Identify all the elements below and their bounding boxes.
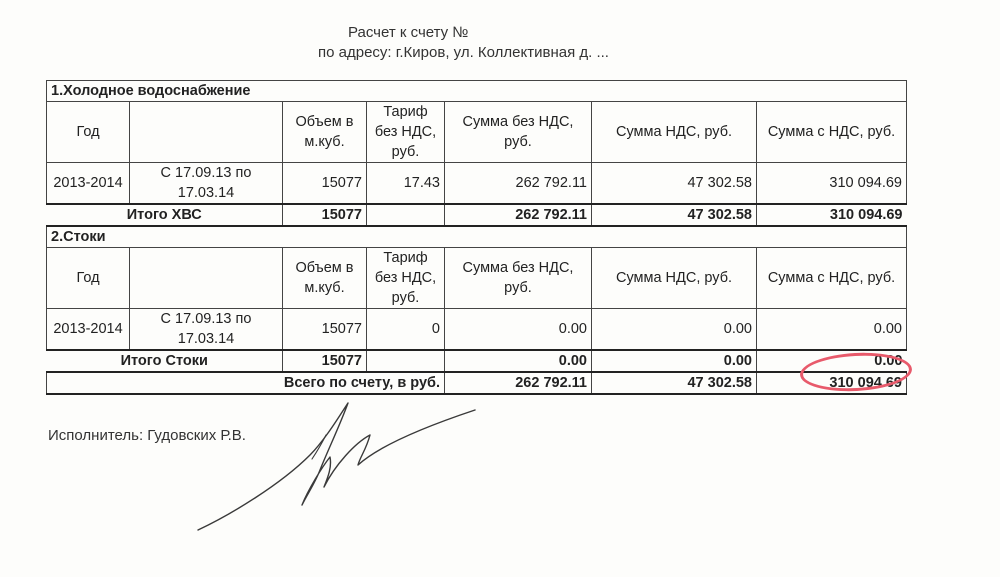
total-row-cold-water bbox=[47, 204, 907, 226]
col-period bbox=[130, 102, 283, 163]
total-sum-no-vat: 0.00 bbox=[445, 350, 592, 372]
total-label: Итого ХВС bbox=[47, 204, 283, 226]
cell-sum-no-vat: 262 792.11 bbox=[445, 163, 592, 205]
section-title-cold-water: 1.Холодное водоснабжение bbox=[47, 81, 907, 102]
col-sum-no-vat: Сумма без НДС, руб. bbox=[445, 248, 592, 309]
col-period bbox=[130, 248, 283, 309]
cell-year: 2013-2014 bbox=[47, 309, 130, 351]
cell-vat: 47 302.58 bbox=[592, 163, 757, 205]
grand-total-sum-no-vat: 262 792.11 bbox=[445, 372, 592, 394]
cell-year: 2013-2014 bbox=[47, 163, 130, 205]
col-vat: Сумма НДС, руб. bbox=[592, 248, 757, 309]
col-volume: Объем в м.куб. bbox=[283, 102, 367, 163]
grand-total-vat: 47 302.58 bbox=[592, 372, 757, 394]
total-vat: 47 302.58 bbox=[592, 204, 757, 226]
total-sum-no-vat: 262 792.11 bbox=[445, 204, 592, 226]
cell-sum-vat: 0.00 bbox=[757, 309, 907, 351]
executor-line: Исполнитель: Гудовских Р.В. bbox=[48, 427, 246, 444]
col-year: Год bbox=[47, 102, 130, 163]
total-volume: 15077 bbox=[283, 204, 367, 226]
col-sum-vat: Сумма с НДС, руб. bbox=[757, 248, 907, 309]
cell-vat: 0.00 bbox=[592, 309, 757, 351]
total-sum-vat: 310 094.69 bbox=[757, 204, 907, 226]
total-row-sewage bbox=[47, 350, 907, 372]
section-title-sewage: 2.Стоки bbox=[47, 226, 907, 248]
table-row bbox=[47, 163, 907, 205]
cell-volume: 15077 bbox=[283, 309, 367, 351]
document-title: Расчет к счету № bbox=[348, 24, 469, 41]
cell-period: С 17.09.13 по 17.03.14 bbox=[130, 309, 283, 351]
cell-period: С 17.09.13 по 17.03.14 bbox=[130, 163, 283, 205]
cell-volume: 15077 bbox=[283, 163, 367, 205]
cell-sum-vat: 310 094.69 bbox=[757, 163, 907, 205]
grand-total-sum-vat: 310 094.69 bbox=[757, 372, 907, 394]
total-sum-vat: 0.00 bbox=[757, 350, 907, 372]
col-tariff: Тариф без НДС, руб. bbox=[367, 248, 445, 309]
cell-tariff: 0 bbox=[367, 309, 445, 351]
table-row bbox=[47, 309, 907, 351]
col-volume: Объем в м.куб. bbox=[283, 248, 367, 309]
cell-sum-no-vat: 0.00 bbox=[445, 309, 592, 351]
col-sum-vat: Сумма с НДС, руб. bbox=[757, 102, 907, 163]
col-sum-no-vat: Сумма без НДС, руб. bbox=[445, 102, 592, 163]
col-year: Год bbox=[47, 248, 130, 309]
grand-total-row bbox=[47, 372, 907, 394]
signature-image bbox=[190, 395, 490, 545]
grand-total-label: Всего по счету, в руб. bbox=[47, 372, 445, 394]
total-vat: 0.00 bbox=[592, 350, 757, 372]
total-label: Итого Стоки bbox=[47, 350, 283, 372]
cell-tariff: 17.43 bbox=[367, 163, 445, 205]
total-tariff-empty bbox=[367, 350, 445, 372]
address-line: по адресу: г.Киров, ул. Коллективная д. ... bbox=[318, 44, 609, 61]
col-tariff: Тариф без НДС, руб. bbox=[367, 102, 445, 163]
calculation-table bbox=[46, 80, 907, 395]
total-tariff-empty bbox=[367, 204, 445, 226]
col-vat: Сумма НДС, руб. bbox=[592, 102, 757, 163]
total-volume: 15077 bbox=[283, 350, 367, 372]
